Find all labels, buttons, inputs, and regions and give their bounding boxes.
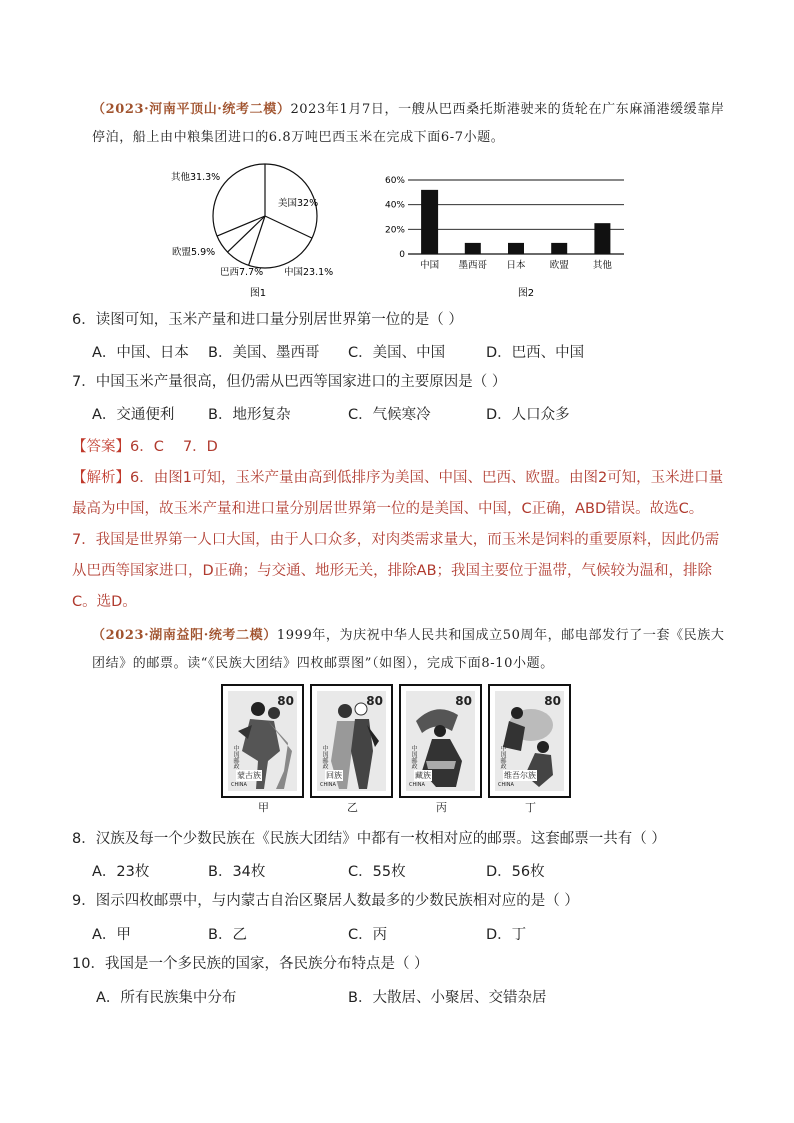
analysis-paragraph-1 [72, 463, 728, 525]
analysis-paragraph-2: 7．我国是世界第一人口大国，由于人口众多，对肉类需求量大，而玉米是饲料的重要原料，因此仍需从巴西等国家进口，D正确；与交通、地形无关，排除AB；我国主要位于温带，气候较为温和，排除C。选D。 [72, 532, 720, 610]
q9-option-a: A．甲 [92, 927, 131, 943]
bar-category-label-2: 日本 [506, 260, 526, 271]
stamp-bing [399, 684, 482, 798]
q8-option-c: C．55枚 [348, 864, 406, 880]
stamp-ding-name: 维吾尔族 [504, 771, 536, 780]
q9-option-c: C．丙 [348, 927, 388, 943]
stamp-jia-value: 80 [277, 694, 294, 708]
q6-option-b: B．美国、墨西哥 [208, 345, 320, 361]
pie-label-china: 中国23.1% [284, 267, 334, 278]
bar-4 [594, 223, 610, 254]
question-9-stem: 9．图示四枚邮票中，与内蒙古自治区聚居人数最多的少数民族相对应的是（ ） [72, 893, 579, 909]
bar-ytick-0: 60% [384, 176, 405, 186]
intro-paragraph-2 [92, 622, 732, 678]
intro-paragraph-1 [92, 96, 732, 152]
stamp-ding [488, 684, 571, 798]
stamp-ding-china: CHINA [498, 782, 514, 788]
q8-option-d: D．56枚 [486, 864, 545, 880]
answer-line [72, 432, 728, 463]
stamp-bing-value: 80 [455, 694, 472, 708]
stamp-bing-country: 中国邮政 [410, 745, 417, 769]
bar-ytick-2: 20% [384, 225, 405, 236]
q6-option-c: C．美国、中国 [348, 345, 446, 361]
bar-0 [421, 190, 438, 254]
intro-text-2: 1999年，为庆祝中华人民共和国成立50周年，邮电部发行了一套《民族大团结》的邮票。读“《民族大团结》四枚邮票图”（如图），完成下面8-10小题。 [92, 628, 725, 671]
answer-tag: 【答案】 [72, 439, 130, 455]
stamp-bing-name: 藏族 [415, 771, 431, 780]
bar-ytick-3: 0 [399, 250, 405, 260]
bar-1 [465, 243, 481, 254]
q8-option-a: A．23枚 [92, 864, 150, 880]
stamp-jia-china: CHINA [231, 782, 247, 788]
analysis-text-1: 6．由图1可知，玉米产量由高到低排序为美国、中国、巴西、欧盟。由图2可知，玉米进口量最高为中国，故玉米产量和进口量分别居世界第一位的是美国、中国，C正确，ABD错误。故选C。 [72, 470, 724, 517]
bar-category-label-4: 其他 [592, 260, 612, 271]
bar-3 [551, 243, 567, 254]
q7-option-a: A．交通便利 [92, 407, 175, 423]
q9-option-b: B．乙 [208, 927, 247, 943]
stamp-yi-china: CHINA [320, 782, 336, 788]
stamp-jia [221, 684, 304, 798]
q10-option-a: A．所有民族集中分布 [96, 990, 237, 1006]
stamp-yi-name: 回族 [326, 771, 342, 780]
bar-category-label-0: 中国 [420, 260, 440, 271]
bar-2 [508, 243, 524, 254]
stamp-bing-china: CHINA [409, 782, 425, 788]
stamp-jia-name: 蒙古族 [237, 771, 261, 780]
question-8-stem: 8．汉族及每一个少数民族在《民族大团结》中都有一枚相对应的邮票。这套邮票一共有（ ） [72, 831, 666, 847]
pie-label-usa: 美国32% [278, 198, 319, 209]
q7-option-c: C．气候寒冷 [348, 407, 431, 423]
stamp-yi-country: 中国邮政 [321, 745, 328, 769]
stamp-ding-value: 80 [544, 694, 561, 708]
pie-label-other: 其他31.3% [171, 172, 221, 183]
pie-label-brazil: 巴西7.7% [220, 267, 264, 278]
question-6-stem: 6．读图可知，玉米产量和进口量分别居世界第一位的是（ ） [72, 312, 463, 328]
bar-ytick-1: 40% [384, 200, 405, 211]
bar-chart-figure2 [378, 170, 638, 300]
figure2-caption: 图2 [517, 288, 535, 299]
stamp-label-ding: 丁 [525, 801, 536, 814]
q6-option-d: D．巴西、中国 [486, 345, 585, 361]
question-7-stem: 7．中国玉米产量很高，但仍需从巴西等国家进口的主要原因是（ ） [72, 374, 507, 390]
q7-option-d: D．人口众多 [486, 407, 570, 423]
intro-text-1: 2023年1月7日，一艘从巴西桑托斯港驶来的货轮在广东麻涌港缓缓靠岸停泊，船上由中粮集团进口的6.8万吨巴西玉米在完成下面6-7小题。 [92, 102, 725, 145]
q9-option-d: D．丁 [486, 927, 527, 943]
question-10-stem: 10．我国是一个多民族的国家，各民族分布特点是（ ） [72, 956, 429, 972]
q8-option-b: B．34枚 [208, 864, 266, 880]
pie-label-eu: 欧盟5.9% [172, 247, 216, 258]
q10-option-b: B．大散居、小聚居、交错杂居 [348, 990, 547, 1006]
q7-option-b: B．地形复杂 [208, 407, 291, 423]
stamp-yi [310, 684, 393, 798]
answer-text: 6．C 7．D [130, 439, 218, 455]
stamp-jia-country: 中国邮政 [232, 745, 239, 769]
figure1-caption: 图1 [249, 288, 267, 299]
bar-category-label-3: 欧盟 [549, 260, 569, 271]
source-tag-2: （2023·湖南益阳·统考二模） [92, 628, 277, 643]
pie-chart-figure1 [160, 160, 360, 300]
analysis-tag: 【解析】 [72, 470, 130, 486]
q6-option-a: A．中国、日本 [92, 345, 189, 361]
bar-category-label-1: 墨西哥 [458, 260, 488, 271]
stamp-label-yi: 乙 [347, 801, 358, 814]
source-tag-1: （2023·河南平顶山·统考二模） [92, 102, 291, 117]
stamp-label-bing: 丙 [436, 801, 447, 814]
stamp-ding-country: 中国邮政 [499, 745, 506, 769]
stamp-label-jia: 甲 [258, 801, 269, 814]
stamp-yi-value: 80 [366, 694, 383, 708]
